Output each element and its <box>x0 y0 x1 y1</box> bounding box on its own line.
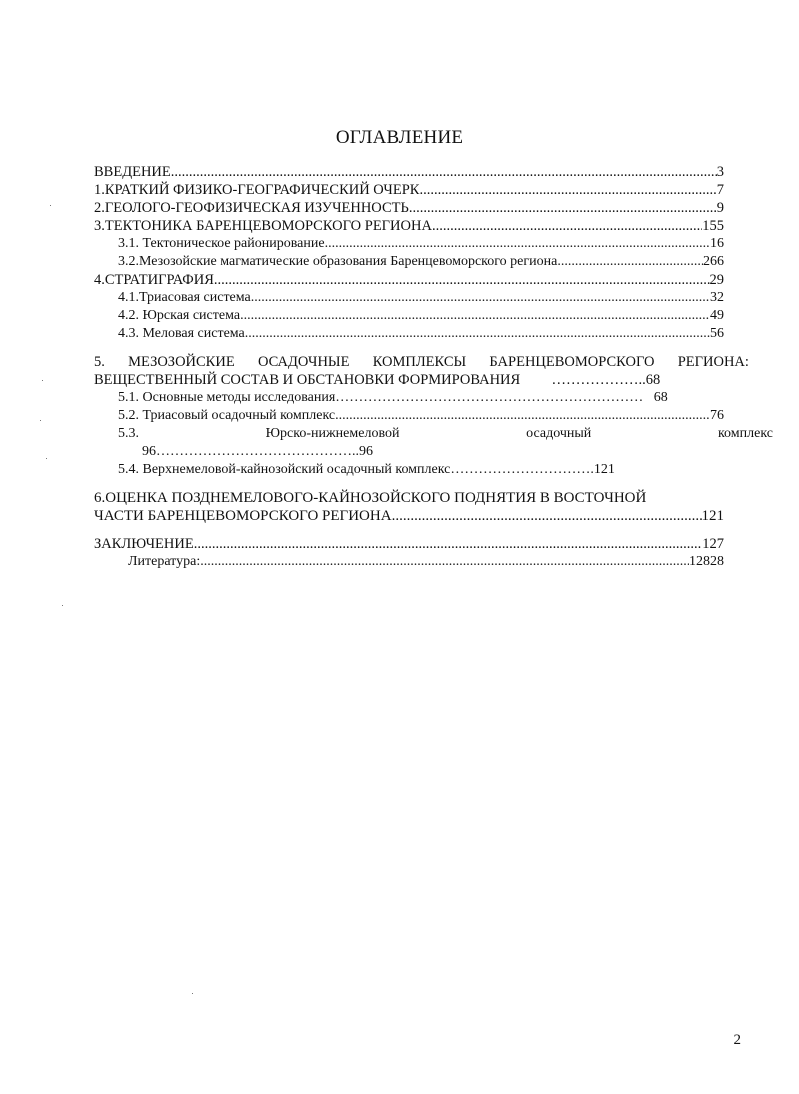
toc-label: 4.2. Юрская система <box>118 308 241 323</box>
toc-entry-ch5-3[interactable] <box>94 425 773 443</box>
toc-label: 4.СТРАТИГРАФИЯ <box>94 272 214 288</box>
toc-leader: …………………………. <box>450 462 594 477</box>
toc-page: 29 <box>709 272 724 288</box>
toc-label: 3.ТЕКТОНИКА БАРЕНЦЕВОМОРСКОГО РЕГИОНА. <box>94 218 436 234</box>
toc-word: МЕЗОЗОЙСКИЕ <box>128 354 235 370</box>
toc-label: 3.2.Мезозойские магматические образования Баренцевоморского региона <box>118 254 558 269</box>
toc-label: 2.ГЕОЛОГО-ГЕОФИЗИЧЕСКАЯ ИЗУЧЕННОСТЬ <box>94 200 409 216</box>
toc-label: ЗАКЛЮЧЕНИЕ <box>94 536 194 552</box>
toc-leader <box>419 181 716 199</box>
toc-entry-ch3[interactable] <box>94 217 724 235</box>
toc-entry-ch6[interactable] <box>94 489 724 525</box>
toc-entry-ch5-2[interactable] <box>94 407 724 425</box>
toc-leader <box>240 307 710 325</box>
toc-label: ВЕЩЕСТВЕННЫЙ СОСТАВ И ОБСТАНОВКИ ФОРМИРОВАНИЯ <box>94 372 521 388</box>
toc-entry-ch4-3[interactable] <box>94 325 724 343</box>
toc-page: 266 <box>703 254 724 269</box>
toc-label: 5.2. Триасовый осадочный комплекс <box>118 408 336 423</box>
scan-speck <box>62 605 63 606</box>
table-of-contents <box>94 163 773 571</box>
scan-speck <box>192 993 193 994</box>
scan-speck <box>42 380 43 381</box>
toc-leader <box>335 407 710 425</box>
toc-entry-conclusion[interactable] <box>94 535 724 553</box>
toc-entry-ch4-1[interactable] <box>94 289 724 307</box>
toc-ch5-line2 <box>94 371 749 389</box>
toc-page: 3 <box>716 164 724 180</box>
toc-word: ОСАДОЧНЫЕ <box>257 354 350 370</box>
toc-word: БАРЕНЦЕВОМОРСКОГО <box>489 354 655 370</box>
toc-entry-ch5-4[interactable] <box>94 461 724 479</box>
toc-page: 121 <box>593 462 615 477</box>
toc-entry-ch1[interactable] <box>94 181 724 199</box>
toc-entry-ch3-2[interactable] <box>94 253 724 271</box>
toc-word: 5.3. <box>118 426 139 441</box>
toc-ch6-line2 <box>94 507 724 525</box>
toc-page: 121 <box>701 508 724 524</box>
toc-leader <box>194 535 703 553</box>
toc-leader <box>251 289 710 307</box>
toc-label: 4.3. Меловая система <box>118 326 245 341</box>
toc-page: 7 <box>716 182 724 198</box>
toc-page: 68 <box>653 390 668 405</box>
toc-entry-ch5-3-cont <box>94 443 724 461</box>
page-number: 2 <box>733 1032 741 1048</box>
toc-page: 127 <box>702 536 724 552</box>
toc-entry-ch3-1[interactable] <box>94 235 724 253</box>
page-title: ОГЛАВЛЕНИЕ <box>335 127 464 148</box>
toc-page: 32 <box>710 290 724 305</box>
toc-word: комплекс <box>717 426 773 441</box>
toc-entry-ch4-2[interactable] <box>94 307 724 325</box>
toc-page: 12828 <box>689 554 724 569</box>
toc-page: 56 <box>710 326 724 341</box>
toc-leader-page: ………………..68 <box>551 372 661 388</box>
toc-word: осадочный <box>526 426 592 441</box>
toc-leader <box>214 271 710 289</box>
toc-word: КОМПЛЕКСЫ <box>372 354 467 370</box>
toc-leader-page: 96……………………………………..96 <box>142 444 373 459</box>
scan-speck <box>50 205 51 206</box>
toc-leader <box>557 253 703 271</box>
toc-word: Юрско-нижнемеловой <box>265 426 400 441</box>
toc-label: Литература: <box>128 554 201 569</box>
toc-leader <box>392 507 702 525</box>
toc-entry-literature[interactable] <box>94 553 724 571</box>
toc-entry-intro[interactable] <box>94 163 724 181</box>
toc-leader <box>245 325 710 343</box>
toc-ch5-line1 <box>94 353 749 371</box>
toc-entry-ch4[interactable] <box>94 271 724 289</box>
toc-page: 155 <box>702 218 724 234</box>
toc-leader <box>436 217 703 235</box>
toc-leader <box>171 163 717 181</box>
toc-label: 5.1. Основные методы исследования <box>118 390 336 405</box>
toc-entry-ch5-1[interactable] <box>94 389 724 407</box>
toc-leader <box>325 235 710 253</box>
toc-leader: ………………………………………………………… <box>335 390 644 405</box>
toc-page: 9 <box>716 200 724 216</box>
toc-page: 16 <box>710 236 724 251</box>
toc-page: 76 <box>710 408 724 423</box>
toc-label: ЧАСТИ БАРЕНЦЕВОМОРСКОГО РЕГИОНА <box>94 508 392 524</box>
toc-word: 5. <box>94 354 105 370</box>
toc-leader <box>200 553 689 571</box>
toc-label: 5.4. Верхнемеловой-кайнозойский осадочный комплекс <box>118 462 451 477</box>
toc-ch6-line1: 6.ОЦЕНКА ПОЗДНЕМЕЛОВОГО-КАЙНОЗОЙСКОГО ПОДНЯТИЯ В ВОСТОЧНОЙ <box>94 490 647 506</box>
toc-word: РЕГИОНА: <box>677 354 749 370</box>
scan-speck <box>46 458 47 459</box>
toc-label: 3.1. Тектоническое районирование <box>118 236 325 251</box>
toc-label: ВВЕДЕНИЕ <box>94 164 171 180</box>
toc-label: 4.1.Триасовая система <box>118 290 251 305</box>
scan-speck <box>40 420 41 421</box>
toc-entry-ch2[interactable] <box>94 199 724 217</box>
toc-page: 49 <box>710 308 724 323</box>
toc-label: 1.КРАТКИЙ ФИЗИКО-ГЕОГРАФИЧЕСКИЙ ОЧЕРК <box>94 182 420 198</box>
toc-leader <box>409 199 717 217</box>
toc-entry-ch5[interactable] <box>94 353 749 389</box>
